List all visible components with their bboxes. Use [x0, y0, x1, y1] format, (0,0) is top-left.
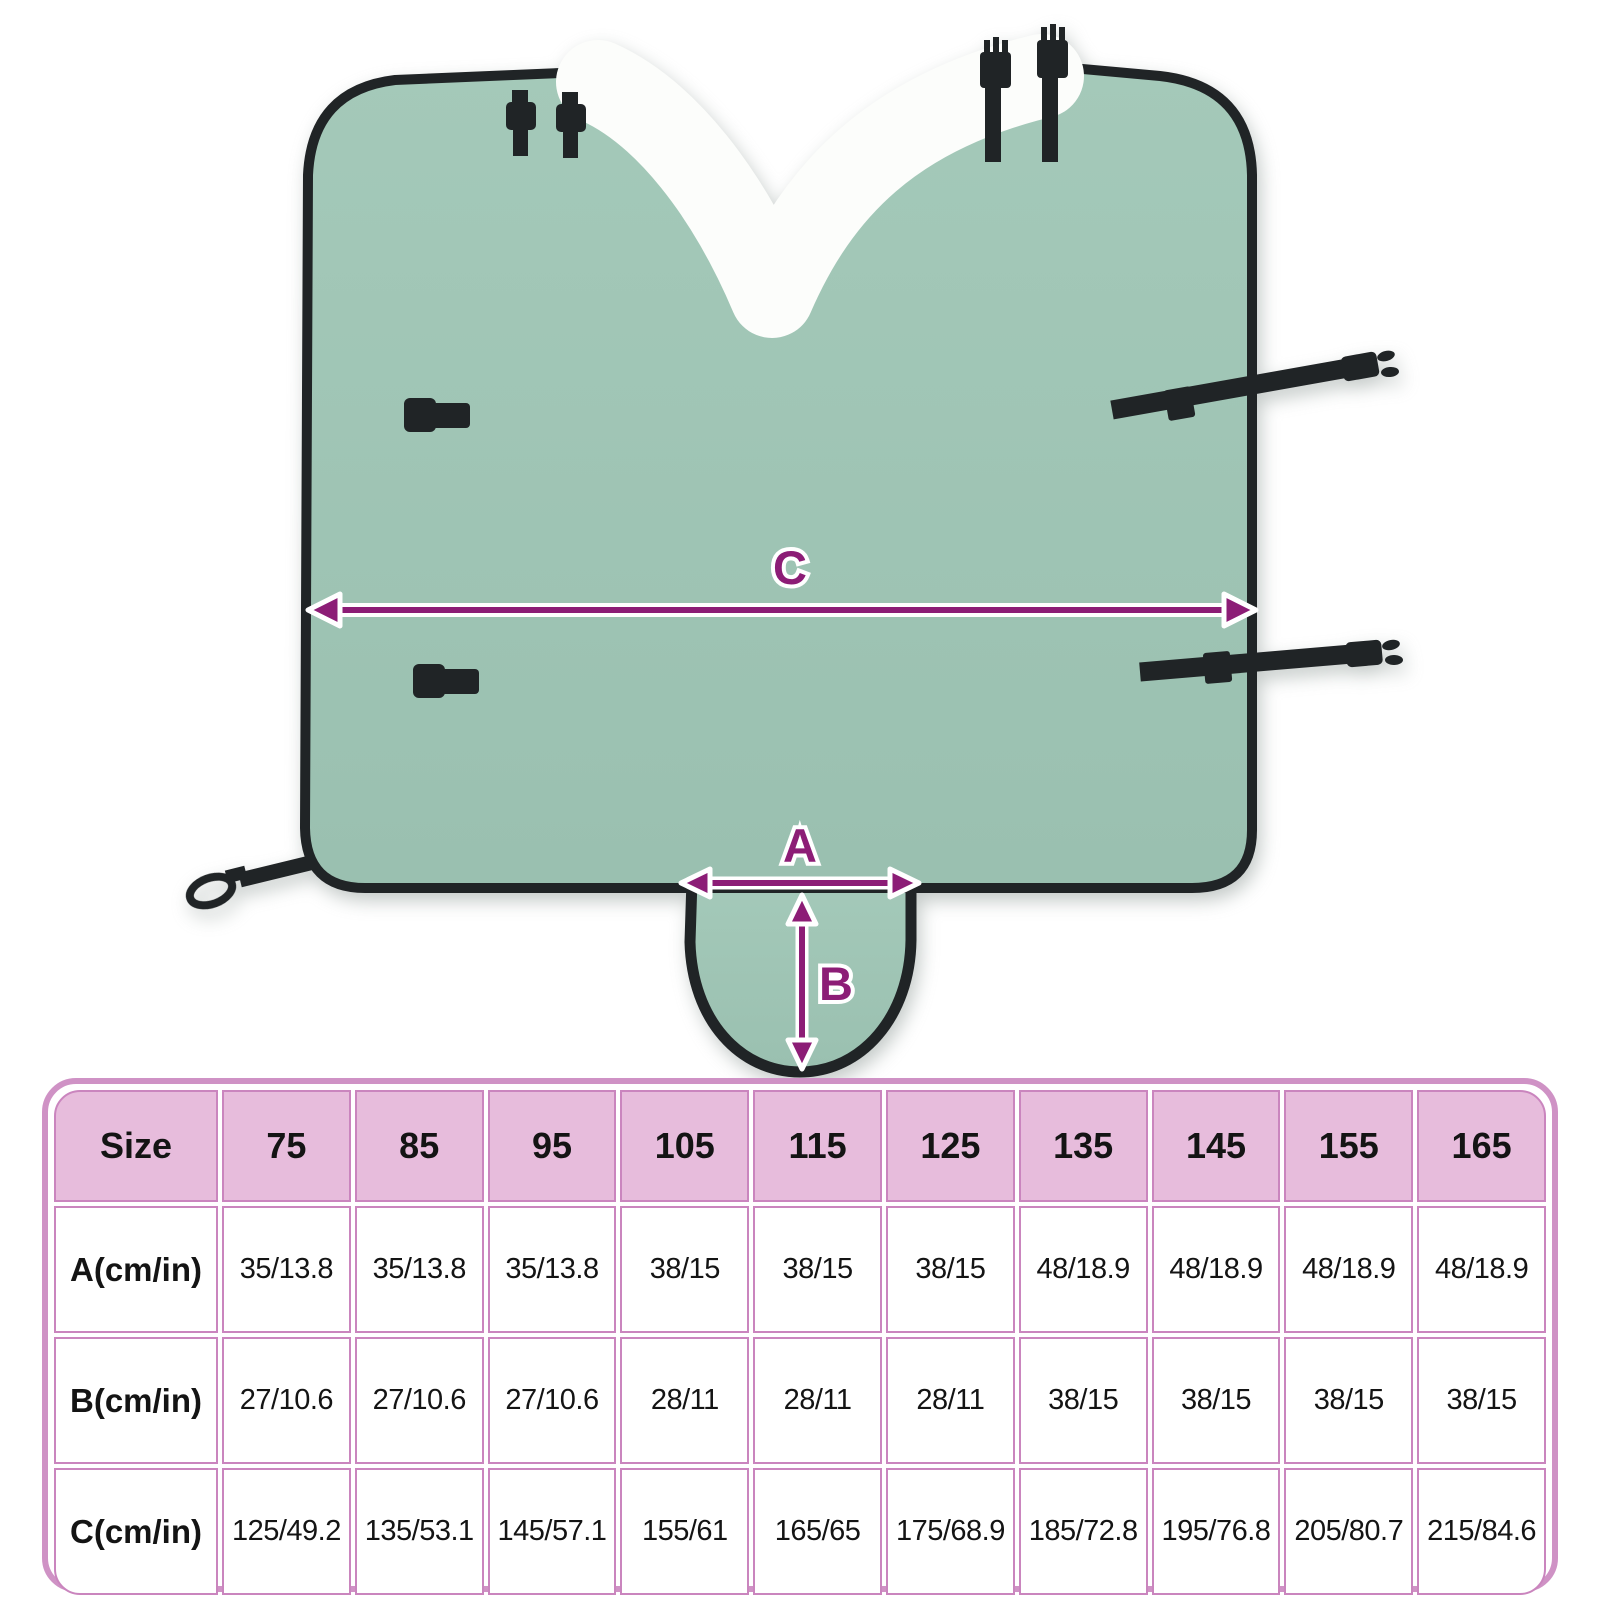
value-cell: 195/76.8 — [1152, 1468, 1281, 1595]
value-cell: 28/11 — [886, 1337, 1015, 1464]
table-row — [54, 1337, 1546, 1464]
value-cell: 48/18.9 — [1417, 1206, 1546, 1333]
header-cell-125: 125 — [886, 1090, 1015, 1202]
value-cell: 27/10.6 — [355, 1337, 484, 1464]
value-cell: 185/72.8 — [1019, 1468, 1148, 1595]
header-cell-155: 155 — [1284, 1090, 1413, 1202]
header-cell-75: 75 — [222, 1090, 351, 1202]
header-cell-105: 105 — [620, 1090, 749, 1202]
size-table-grid — [50, 1086, 1550, 1599]
value-cell: 38/15 — [1019, 1337, 1148, 1464]
value-cell: 48/18.9 — [1019, 1206, 1148, 1333]
table-row — [54, 1206, 1546, 1333]
value-cell: 145/57.1 — [488, 1468, 617, 1595]
value-cell: 155/61 — [620, 1468, 749, 1595]
header-cell-size: Size — [54, 1090, 218, 1202]
value-cell: 38/15 — [753, 1206, 882, 1333]
value-cell: 28/11 — [753, 1337, 882, 1464]
header-cell-145: 145 — [1152, 1090, 1281, 1202]
row-label-cell: C(cm/in) — [54, 1468, 218, 1595]
value-cell: 48/18.9 — [1152, 1206, 1281, 1333]
header-cell-135: 135 — [1019, 1090, 1148, 1202]
size-table — [42, 1078, 1558, 1592]
row-label-cell: B(cm/in) — [54, 1337, 218, 1464]
value-cell: 27/10.6 — [222, 1337, 351, 1464]
value-cell: 205/80.7 — [1284, 1468, 1413, 1595]
blanket-body — [305, 66, 1252, 888]
header-cell-85: 85 — [355, 1090, 484, 1202]
side-buckle-left-1 — [404, 398, 470, 432]
value-cell: 215/84.6 — [1417, 1468, 1546, 1595]
header-cell-165: 165 — [1417, 1090, 1546, 1202]
table-row — [54, 1468, 1546, 1595]
row-label-cell: A(cm/in) — [54, 1206, 218, 1333]
side-buckle-left-2 — [413, 664, 479, 698]
measure-label-a: A — [783, 819, 817, 872]
value-cell: 38/15 — [620, 1206, 749, 1333]
value-cell: 165/65 — [753, 1468, 882, 1595]
value-cell: 35/13.8 — [355, 1206, 484, 1333]
value-cell: 38/15 — [1152, 1337, 1281, 1464]
measure-label-b: B — [819, 957, 853, 1010]
value-cell: 48/18.9 — [1284, 1206, 1413, 1333]
value-cell: 35/13.8 — [222, 1206, 351, 1333]
value-cell: 35/13.8 — [488, 1206, 617, 1333]
value-cell: 38/15 — [1417, 1337, 1546, 1464]
value-cell: 175/68.9 — [886, 1468, 1015, 1595]
corner-strap-hook — [186, 862, 314, 911]
header-cell-115: 115 — [753, 1090, 882, 1202]
header-cell-95: 95 — [488, 1090, 617, 1202]
value-cell: 135/53.1 — [355, 1468, 484, 1595]
size-table-body — [54, 1206, 1546, 1595]
value-cell: 38/15 — [1284, 1337, 1413, 1464]
size-table-header-row — [54, 1090, 1546, 1202]
value-cell: 38/15 — [886, 1206, 1015, 1333]
value-cell: 28/11 — [620, 1337, 749, 1464]
value-cell: 125/49.2 — [222, 1468, 351, 1595]
value-cell: 27/10.6 — [488, 1337, 617, 1464]
measure-label-c: C — [773, 541, 807, 594]
